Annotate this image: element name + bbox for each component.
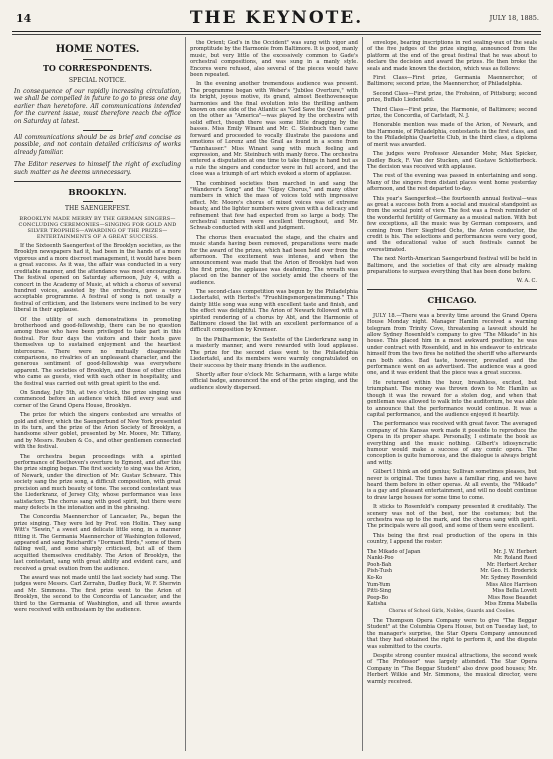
cast-role: Nanki-Poo xyxy=(367,555,394,562)
editor-notice: The Editor reserves to himself the right of excluding such matter as he deems unnecessary. xyxy=(14,161,181,176)
article-paragraph: He returned within the hour, breathless, excited, but triumphant. The money was thrown down to Mr. Hamlin as though it was the reward for a stolen dog, and when that gentleman was allowed to walk into the auditorium, he was able to announce that the performance would continue. It was a capital performance, and the audience enjoyed it heartily. xyxy=(367,379,537,418)
author-signature: W. A. C. xyxy=(516,278,537,285)
article-paragraph: Honorable mention was made of the Arion, of Newark, and the Harmonie, of Philadelphia, contestants in the first class, and to the Philadelphia Quartette Club, in the third class, a diploma of merit was awarded. xyxy=(367,122,537,148)
cast-role: Pitti-Sing xyxy=(367,588,392,595)
cast-actor: Miss Emma Mabella xyxy=(484,601,537,608)
article-paragraph: The chorus then evacuated the stage, and the chairs and music stands having been removed, preparations were made for the award of the prizes, which had been held over from the afternoon. The excitement was intense, and when the announcement was made that the Arion of Brooklyn had won the first prize, the applause was deafening. The wreath was placed on the banner of the society amid the cheers of the audience. xyxy=(190,234,358,286)
brooklyn-summary: BROOKLYN MADE MERRY BY THE GERMAN SINGERS—CONCLUDING CEREMONIES—SINGING FOR GOLD AND SILVER TROPHIES—AWARDING OF THE PRIZES—ENTERTAINMENTS OF A GREAT SUCCESS. xyxy=(18,216,177,241)
special-notice-text: In consequence of our rapidly increasing circulation, we shall be compelled in future to go to press one day earlier than heretofore. All communications intended for the current issue, must therefore reach the office on Saturday at latest. xyxy=(14,88,181,125)
cast-row xyxy=(367,562,537,569)
article-paragraph: Shortly after four o'clock Mr. Scharmann, with a large white official badge, announced the end of the prize singing, and the audience slowly dispersed. xyxy=(190,371,358,391)
cast-role: Ko-Ko xyxy=(367,575,383,581)
cast-actor: Mr. J. W. Herbert xyxy=(493,548,537,555)
article-paragraph: Despite strong counter musical attractions, the second week of "The Professor" was largely attended. The Star Opera Company in "The Beggar Student" also drew good houses; Mr. Herbert Wilkie and Mr. Simmons, the musical director, were warmly received. xyxy=(367,653,537,685)
cast-actor: Mr. Herbert Archer xyxy=(486,561,537,568)
article-paragraph: First Class—First prize, Germania Maennerchor, of Baltimore; second prize, the Maennerchor, of Philadelphia. xyxy=(367,75,537,88)
cast-list xyxy=(367,549,537,608)
cast-row xyxy=(367,595,537,602)
column-divider xyxy=(362,37,363,751)
article-paragraph: Second Class—First prize, the Frohsinn, of Pittsburg; second prize, Buffalo Liedertafel. xyxy=(367,90,537,104)
issue-date: JULY 18, 1885. xyxy=(489,14,539,22)
article-paragraph: The Thompson Opera Company were to give "The Beggar Student" at the Columbia Opera House, but on Tuesday last, to the manager's surprise, the Star Opera Company announced that they had obtained the right to perform it, and the dispute was submitted to the courts. xyxy=(367,617,537,650)
article-paragraph: The prize for which the singers contested are wreaths of gold and silver, which the Saengerbund of New York presented in its turn, and the prize of the Arion Society of Brooklyn, a handsome silver goblet, presented by Mr. Moore, Mr. Tiffany, and by Messrs. Reuben & Co., and other gentlemen connected with the festival. xyxy=(14,412,181,451)
article-paragraph: Gilbert I think an odd genius; Sullivan sometimes pleases, but never is original. The tunes have a familiar ring, and we have heard them before in other operas. At all events, the "Mikado" is a gay and pleasant entertainment, and will no doubt continue to draw large houses for some time to come. xyxy=(367,469,537,501)
article-paragraph: The judges were Professor Alexander Mohr, Max Spicker, Dudley Buck, F. Van der Stucken, and Gustave Schlotterbeck. The decision was received with applause. xyxy=(367,151,537,170)
cast-row xyxy=(367,575,537,582)
cast-actor: Miss Rose Beaudet xyxy=(487,594,537,601)
article-paragraph: The orchestra began proceedings with a spirited performance of Beethoven's overture to Egmont, and after this the prize singing began. The first society to sing was the Arion, of Newark, under the direction of Mr. Gustav Schwarz. This society sang the prize song, a difficult composition, with great precision and much beauty of tone. The second contestant was the Liederkranz, of Jersey City, whose performance was less satisfactory. The chorus sang with good spirit, but there were many defects in the intonation and in the phrasing. xyxy=(14,453,181,511)
cast-role: The Mikado of Japan xyxy=(367,548,421,555)
masthead-rule xyxy=(12,31,541,32)
cast-role: Yum-Yum xyxy=(367,581,391,588)
communications-notice: All communications should be as brief and concise as possible, and not contain detailed criticisms of works already familiar. xyxy=(14,134,181,156)
cast-actor: Mr. Sydney Rosenfeld xyxy=(480,575,537,581)
cast-actor: Mr. Geo. H. Broderick xyxy=(480,568,537,575)
brooklyn-heading: BROOKLYN. xyxy=(68,188,127,199)
masthead-rule-thin xyxy=(12,34,541,35)
cast-actor: Miss Bella Lovett xyxy=(492,588,537,595)
article-paragraph: JULY 18.—There was a brevity time around the Grand Opera House Monday night. Manager Hamlin received a warning telegram from Trinity Cove, threatening a lawsuit should he allow Sydney Rosenfeld's company to give "The Mikado" in his house. This placed him in a most awkward position; he was under contract with Rosenfeld, and in his endeavor to extricate himself from the two fires he notified the sheriff who afterwards ran both sides. Bad taste, however, prevailed and the performance went on as advertised. The audience was a good one, and it was evident that the piece was a great success. xyxy=(367,312,537,377)
cast-role: Peep-Bo xyxy=(367,594,389,601)
cast-row xyxy=(367,568,537,575)
cast-row xyxy=(367,549,537,556)
cast-row xyxy=(367,582,537,589)
cast-actor: Miss Alice Harrison xyxy=(485,581,537,588)
article-paragraph: The Concordia Maennerchor of Lancaster, Pa., began the prize singing. They were led by Prof. von Hollin. They sang Witt's "Sewin," a sweet and delicate little song, in a manner fitting it. The Germania Maennerchor of Washington followed, appeared and sang Reichardt's "Dormant Birds," some of them falling well, and some sharply criticised, but all of them acquitted themselves creditably. The Arion of Brooklyn, the last contestant, sang with great ability and evident care, and received a great ovation from the audience. xyxy=(14,514,181,572)
cast-role: Pish-Tush xyxy=(367,568,393,575)
cast-row xyxy=(367,601,537,608)
cast-row xyxy=(367,588,537,595)
cast-actor: Mr. Roland Reed xyxy=(493,555,537,562)
home-notes-heading: HOME NOTES. xyxy=(55,44,140,55)
cast-row xyxy=(367,555,537,562)
article-paragraph: The next North-American Saengerbund festival will be held in Baltimore, and the societies of that city are already making preparations to surpass everything that has been done before. xyxy=(367,256,537,275)
article-paragraph: This year's Saengerfest—the fourteenth annual festival—was as great a success both from a social and musical standpoint as from the social point of view. The fest was a fresh reminder of the wonderful fertility of Germany as a musical nation. With but few exceptions, all the music was by German composers, and coming from Herr Siegfried Ochs, the Arion conductor, the credit is his. The selections and performances were very good, and the educational value of such festivals cannot be overestimated. xyxy=(367,195,537,253)
chicago-heading: CHICAGO. xyxy=(427,295,477,306)
article-paragraph: The second-class competition was begun by the Philadelphia Liedertafel, with Herbst's "Fruehlingsmorgenstimmung." This dainty little song was sung with excellent taste and finish, and the effect was delightful. The Arion of Newark followed with a spirited rendering of a chorus by Abt, and the Harmonie of Baltimore closed the list with an excellent performance of a difficult composition by Kremser. xyxy=(190,289,358,334)
short-rule xyxy=(83,201,113,202)
column-one xyxy=(14,40,181,751)
section-rule xyxy=(14,181,181,182)
cast-role: Pooh-Bah xyxy=(367,561,392,568)
article-paragraph: The rest of the evening was passed in entertaining and song. Many of the singers from distant places went home yesterday afternoon, and the rest departed to-day. xyxy=(367,173,537,193)
section-rule xyxy=(367,289,537,290)
short-rule xyxy=(83,59,113,60)
article-paragraph: In the evening another tremendous audience was present. The programme began with Weber's "Jubilee Overture," with its bright, joyous motive, its grand, almost Beethovenesque harmonies and the final evolution into the thrilling anthem known on one side of the Atlantic as "God Save the Queen" and on the other as "America"—was played by the orchestra with solid effect, though there was some little dragging by the basses. Miss Emily Winant and Mr. C. Steinbuch then came forward and proceeded to vocally illustrate the passions and emotions of Lorenz and the Grail as found in a scene from "Tannhauser." Miss Winant sang with much feeling and expression, and Mr. Steinbuch with manly force. The orchestra entered a disputation at one time to take things in hand but as a rule the singers and conductor were in full accord, and the close was a triumph of art which evoked a storm of applause. xyxy=(190,81,358,178)
newspaper-title: THE KEYNOTE. xyxy=(189,8,364,28)
short-rule xyxy=(437,309,467,310)
article-paragraph: The performance was received with great favor. The averaged company of his Kansas work made it possible to reproduce the Opera in its proper shape. Personally, I estimate the book as everything and the music nothing. Gilbert's idiosyncratic humour would make a success of any comic opera. The conception is quite humorous, and the dialogue is always bright and witty. xyxy=(367,421,537,466)
article-paragraph: On Sunday, July 5th, at two o'clock, the prize singing was commenced before an audience which filled every seat and corner of the Grand Opera House, Brooklyn. xyxy=(14,390,181,409)
short-rule xyxy=(83,130,113,131)
column-divider xyxy=(185,37,186,751)
chorus-line: Chorus of School Girls, Nobles, Guards and Coolies. xyxy=(388,608,516,614)
article-paragraph: envelope, bearing inscriptions in red sealing-wax of the seals of the five judges of the prize singing, announced from the platform at the end of the great festival that he was about to declare the decision and award the prizes. He then broke the seals and made known the decision, which was as follows: xyxy=(367,40,537,72)
cast-role: Katisha xyxy=(367,601,387,608)
special-notice-heading: SPECIAL NOTICE. xyxy=(68,77,127,84)
article-paragraph: Of the utility of such demonstrations in promoting brotherhood and good-fellowship, there can be no question among those who have been privileged to take part in this festival. For four days the visitors and their hosts gave themselves up to sustained enjoyment and the heartiest intercourse. There were no mutually disagreeable comparisons, no rivalries of an unpleasant character, and the generous sentiment of good-fellowship was everywhere apparent. The societies of Brooklyn, and those of other cities who came as guests, vied with each other in hospitality, and the festival was carried out with great spirit to the end. xyxy=(14,316,181,387)
column-three xyxy=(367,40,537,751)
article-paragraph: In the Philharmonic, the Sextette of the Liederkranz sang in a masterly manner, and were rewarded with loud applause. The prize for the second class went to the Philadelphia Liedertafel, and its members were warmly congratulated on their success by their many friends in the audience. xyxy=(190,336,358,369)
correspondents-heading: TO CORRESPONDENTS. xyxy=(42,63,153,73)
page-number: 14 xyxy=(16,12,32,25)
saengerfest-heading: THE SAENGERFEST. xyxy=(65,205,130,213)
article-paragraph: If the Sixteenth Saengerfest of the Brooklyn societies, as the Brooklyn newspapers had it, had been in the hands of a more vigorous and a more discreet management, it would have been a great success. As it was, the affair was conducted in a very creditable manner, and the attendance was most encouraging. The festival opened on Saturday afternoon, July 4, with a concert in the Academy of Music, at which a chorus of several hundred voices, assisted by the orchestra, gave a very acceptable programme. A festival of song is not usually a festival of criticism, and the listeners were inclined to be very liberal in their applause. xyxy=(14,243,181,314)
article-paragraph: Third Class—First prize, the Harmonie, of Baltimore; second prize, the Concordia, of Carlstadt, N. J. xyxy=(367,106,537,120)
article-paragraph: the Orient; God's in the Occident" was sung with vigor and promptitude by the Harmonie from Baltimore. It is good, manly music, but very little of the excessively common to Gade's orchestral compositions, and was sung in a manly style. Encores were refused, also several of the pieces would have been repeated. xyxy=(190,40,358,79)
column-two xyxy=(190,40,358,751)
program-intro: This being the first real production of the opera in this country, I append the roster: xyxy=(367,532,537,546)
article-paragraph: It sticks to Rosenfeld's company presented it creditably. The scenery was not of the best, nor the costumes; but the orchestra was up to the mark, and the chorus sang with spirit. The principals were all good, and some of them were excellent. xyxy=(367,504,537,530)
article-paragraph: The combined societies then marched in and sang the "Wanderer's Song" and the "Gipsy Chorus," and many other numbers in which the mass of voices told with impressive effect. Mr. Moore's chorus of mixed voices was of extreme beauty, and the lighter numbers were given with a delicacy and refinement that few had expected from so large a body. The orchestral numbers were excellent throughout, and Mr. Schwab conducted with skill and judgment. xyxy=(190,180,358,232)
masthead xyxy=(12,6,541,28)
article-paragraph: The award was not made until the last society had sung. The judges were Messrs. Carl Zerrahn, Dudley Buck, W. F. Sherwin and Mr. Simmons. The first prize went to the Arion of Brooklyn, the second to the Concordia of Lancaster, and the third to the Germania of Washington, and all three awards were received with enthusiasm by the audience. xyxy=(14,574,181,613)
